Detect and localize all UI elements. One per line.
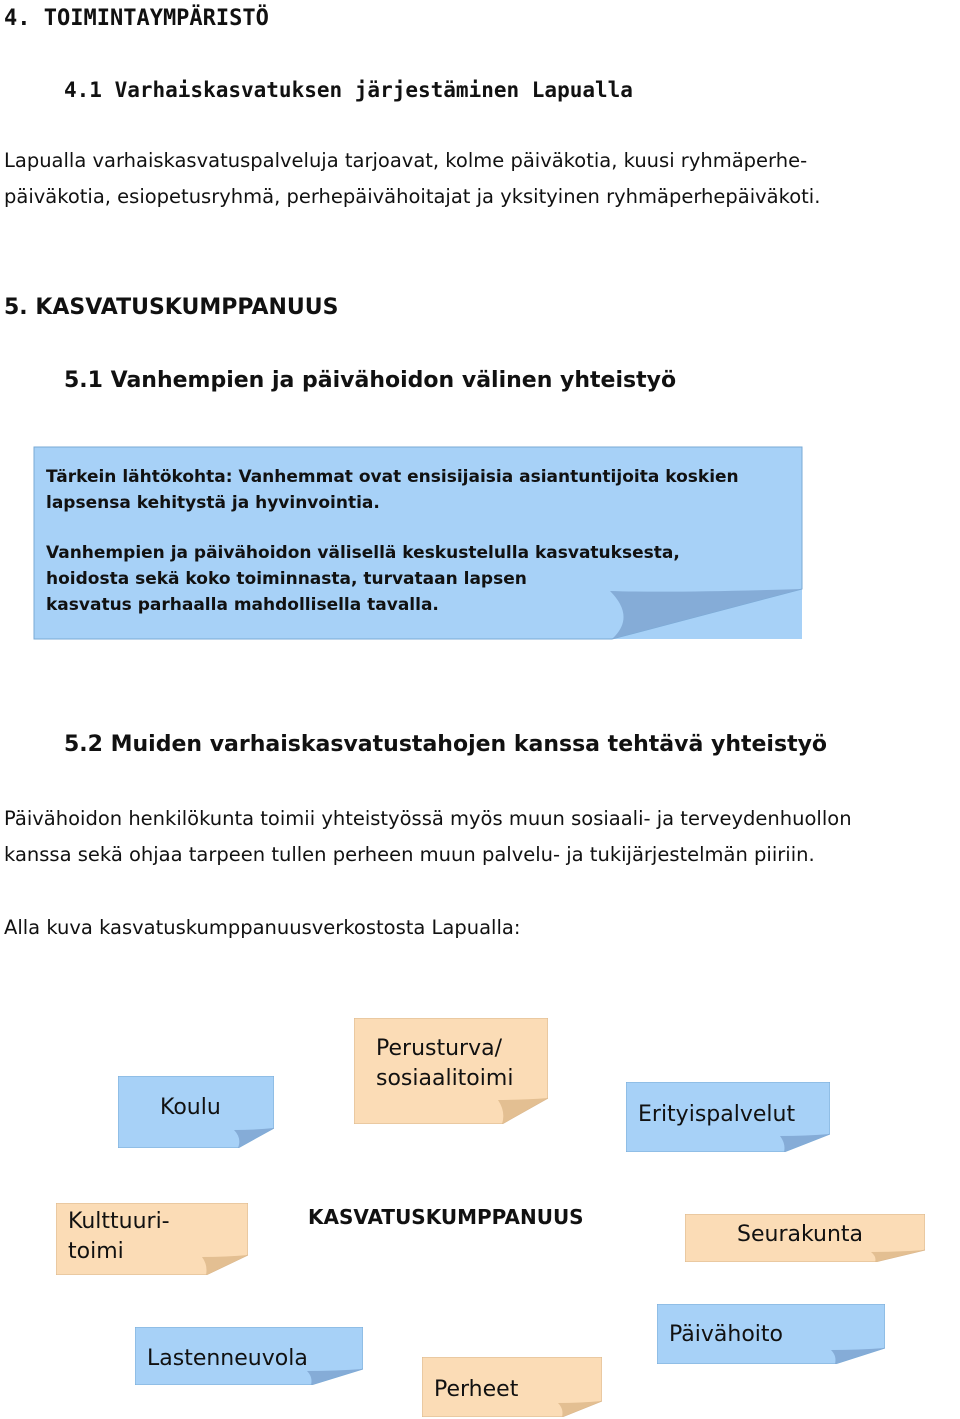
diagram-note-perheet [422,1357,602,1417]
section-4-paragraph-line-2: päiväkotia, esiopetusryhmä, perhepäivähoitajat ja yksityinen ryhmäperhepäiväkoti. [4,185,821,208]
diagram-label-perusturva-1: Perusturva/ [376,1036,502,1061]
diagram-label-seurakunta: Seurakunta [737,1222,864,1247]
callout-line-3: Vanhempien ja päivähoidon välisellä keskustelulla kasvatuksesta, [46,543,680,563]
diagram-note-perusturva [354,1018,548,1124]
diagram-label-koulu: Koulu [160,1095,221,1120]
callout-line-5: kasvatus parhaalla mahdollisella tavalla. [46,595,439,615]
callout-line-4: hoidosta sekä koko toiminnasta, turvataan lapsen [46,569,527,589]
section-5-paragraph-line-2: kanssa sekä ohjaa tarpeen tullen perheen muun palvelu- ja tukijärjestelmän piiriin. [4,843,815,866]
diagram-center-title: KASVATUSKUMPPANUUS [308,1205,584,1229]
section-5-heading: 5. KASVATUSKUMPPANUUS [4,295,339,320]
diagram-label-perheet: Perheet [434,1377,519,1402]
diagram-label-erityispalvelut: Erityispalvelut [638,1102,796,1127]
diagram-note-seurakunta [685,1214,925,1262]
section-5-1-heading: 5.1 Vanhempien ja päivähoidon välinen yhteistyö [64,368,677,393]
diagram-intro: Alla kuva kasvatuskumppanuusverkostosta Lapualla: [4,916,521,939]
section-5-paragraph-line-1: Päivähoidon henkilökunta toimii yhteistyössä myös muun sosiaali- ja terveydenhuollon [4,807,852,830]
diagram-label-kulttuuri-1: Kulttuuri- [68,1209,170,1234]
diagram-note-lastenneuvola [135,1327,363,1385]
callout-line-1: Tärkein lähtökohta: Vanhemmat ovat ensisijaisia asiantuntijoita koskien [46,467,739,487]
callout-note [34,447,802,639]
diagram-note-paivahoito [657,1304,885,1364]
diagram-note-koulu [118,1076,274,1148]
diagram-label-perusturva-2: sosiaalitoimi [376,1066,514,1091]
section-4-paragraph-line-1: Lapualla varhaiskasvatuspalveluja tarjoavat, kolme päiväkotia, kuusi ryhmäperhe- [4,149,808,172]
section-5-2-heading: 5.2 Muiden varhaiskasvatustahojen kanssa tehtävä yhteistyö [64,732,828,757]
section-4-heading: 4. TOIMINTAYMPÄRISTÖ [4,6,269,31]
diagram-label-paivahoito: Päivähoito [669,1322,783,1347]
section-4-1-heading: 4.1 Varhaiskasvatuksen järjestäminen Lapualla [64,78,633,102]
diagram-label-kulttuuri-2: toimi [68,1239,124,1264]
diagram-label-lastenneuvola: Lastenneuvola [147,1346,308,1371]
callout-line-2: lapsensa kehitystä ja hyvinvointia. [46,493,380,513]
diagram-note-kulttuuritoimi [56,1203,248,1275]
diagram-note-erityispalvelut [626,1082,830,1152]
